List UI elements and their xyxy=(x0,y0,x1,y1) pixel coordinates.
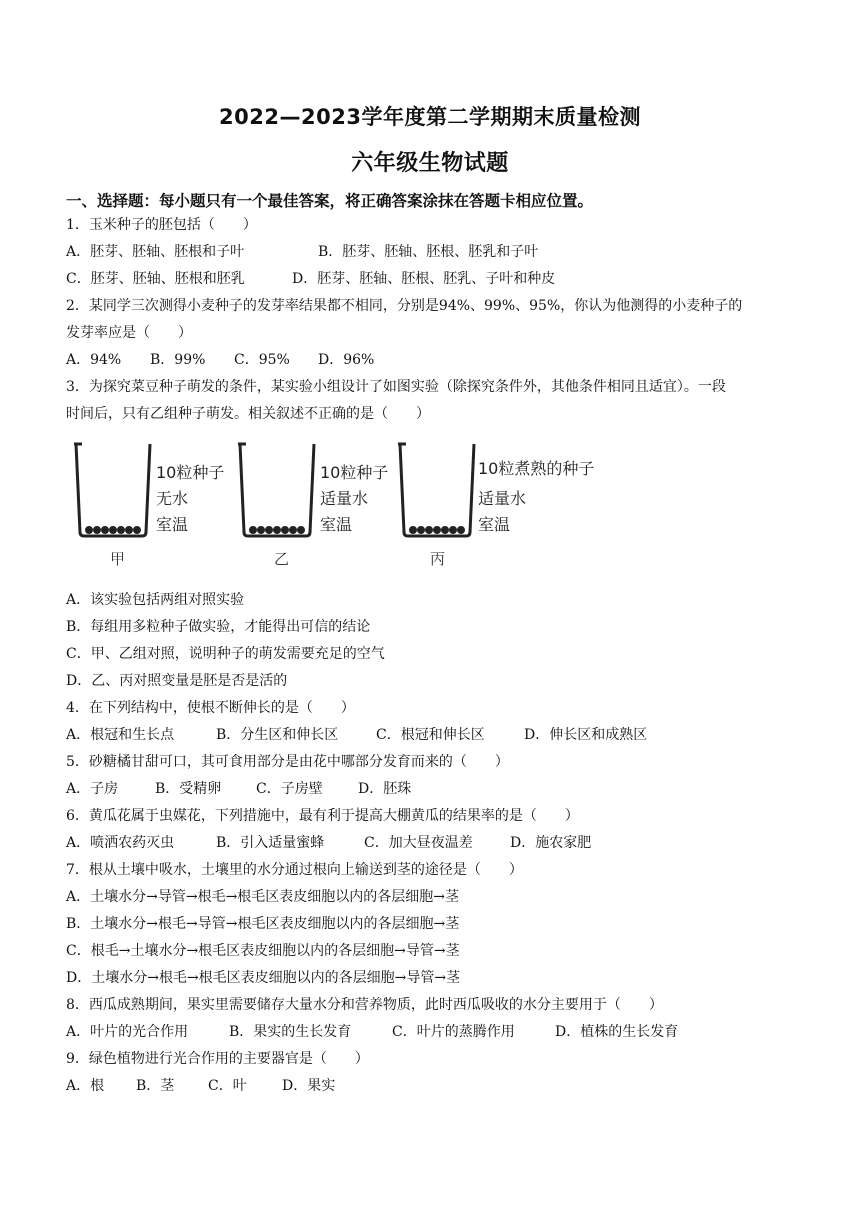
jia-label-water: 无水 xyxy=(156,489,189,508)
option-b: B．果实的生长发育 xyxy=(229,1024,352,1040)
beaker-jia xyxy=(74,444,224,568)
option-c: C．子房壁 xyxy=(256,781,323,797)
option-a: A．94% xyxy=(66,352,122,368)
question-3-option-d: D．乙、丙对照变量是胚是否是活的 xyxy=(66,673,288,689)
question-8-options xyxy=(66,1023,678,1041)
jia-label-seeds: 10粒种子 xyxy=(156,463,225,482)
option-d: D．植株的生长发育 xyxy=(555,1024,679,1040)
option-a: A．叶片的光合作用 xyxy=(66,1024,189,1040)
option-d: D．胚珠 xyxy=(358,781,412,797)
question-2-stem-line1: 2．某同学三次测得小麦种子的发芽率结果都不相同，分别是94%、99%、95%，你认为他测得的小麦种子的 xyxy=(66,298,743,314)
option-c: C．胚芽、胚轴、胚根和胚乳 xyxy=(66,271,245,287)
option-a: A．胚芽、胚轴、胚根和子叶 xyxy=(66,244,245,260)
question-1-options-row1 xyxy=(66,243,538,261)
bing-label-temp: 室温 xyxy=(478,515,511,534)
question-7-option-c: C．根毛→土壤水分→根毛区表皮细胞以内的各层细胞→导管→茎 xyxy=(66,943,460,959)
question-7-stem: 7．根从土壤中吸水，土壤里的水分通过根向上输送到茎的途径是（ ） xyxy=(66,862,523,878)
bing-label-water: 适量水 xyxy=(478,489,527,508)
option-c: C．叶片的蒸腾作用 xyxy=(392,1024,515,1040)
option-b: B．引入适量蜜蜂 xyxy=(216,835,325,851)
beaker-bing xyxy=(398,444,594,568)
jia-name: 甲 xyxy=(110,550,126,568)
jia-label-temp: 室温 xyxy=(156,515,189,534)
option-d: D．施农家肥 xyxy=(510,835,592,851)
option-d: D．伸长区和成熟区 xyxy=(524,727,648,743)
question-7-option-d: D．土壤水分→根毛→根毛区表皮细胞以内的各层细胞→导管→茎 xyxy=(66,970,461,986)
option-c: C．叶 xyxy=(208,1078,247,1094)
option-b: B．胚芽、胚轴、胚根、胚乳和子叶 xyxy=(318,244,539,260)
question-3-stem-line2: 时间后，只有乙组种子萌发。相关叙述不正确的是（ ） xyxy=(66,406,430,422)
option-b: B．茎 xyxy=(136,1078,175,1094)
question-2-options xyxy=(66,351,374,369)
question-7-option-a: A．土壤水分→导管→根毛→根毛区表皮细胞以内的各层细胞→茎 xyxy=(66,889,460,905)
question-6-options xyxy=(66,834,591,852)
experiment-figure xyxy=(70,432,610,582)
yi-label-temp: 室温 xyxy=(320,515,353,534)
question-3-option-a: A．该实验包括两组对照实验 xyxy=(66,592,245,608)
section-heading: 一、选择题：每小题只有一个最佳答案，将正确答案涂抹在答题卡相应位置。 xyxy=(66,192,594,210)
question-6-stem: 6．黄瓜花属于虫媒花，下列措施中，最有利于提高大棚黄瓜的结果率的是（ ） xyxy=(66,808,579,824)
question-1-stem: 1．玉米种子的胚包括（ ） xyxy=(66,217,257,233)
option-b: B．受精卵 xyxy=(155,781,222,797)
question-7-option-b: B．土壤水分→根毛→导管→根毛区表皮细胞以内的各层细胞→茎 xyxy=(66,916,460,932)
option-a: A．喷洒农药灭虫 xyxy=(66,835,175,851)
question-5-stem: 5．砂糖橘甘甜可口，其可食用部分是由花中哪部分发育而来的（ ） xyxy=(66,754,509,770)
option-d: D．胚芽、胚轴、胚根、胚乳、子叶和种皮 xyxy=(292,271,556,287)
beaker-yi xyxy=(238,444,388,568)
yi-name: 乙 xyxy=(274,550,290,568)
question-8-stem: 8．西瓜成熟期间，果实里需要储存大量水分和营养物质，此时西瓜吸收的水分主要用于（ ） xyxy=(66,997,663,1013)
option-a: A．根 xyxy=(66,1078,105,1094)
option-c: C．加大昼夜温差 xyxy=(364,835,473,851)
question-2-stem-line2: 发芽率应是（ ） xyxy=(66,325,192,341)
option-b: B．99% xyxy=(150,352,206,368)
option-c: C．95% xyxy=(234,352,290,368)
question-4-stem: 4．在下列结构中，使根不断伸长的是（ ） xyxy=(66,700,355,716)
option-d: D．96% xyxy=(318,352,375,368)
question-1-options-row2 xyxy=(66,270,555,288)
question-9-stem: 9．绿色植物进行光合作用的主要器官是（ ） xyxy=(66,1051,369,1067)
option-a: A．根冠和生长点 xyxy=(66,727,175,743)
yi-label-water: 适量水 xyxy=(320,489,369,508)
option-b: B．分生区和伸长区 xyxy=(216,727,339,743)
question-4-options xyxy=(66,726,647,744)
exam-subtitle: 六年级生物试题 xyxy=(351,151,509,176)
bing-label-seeds: 10粒煮熟的种子 xyxy=(478,459,595,478)
question-3-stem-line1: 3．为探究菜豆种子萌发的条件，某实验小组设计了如图实验（除探究条件外，其他条件相同且适宜）。一段 xyxy=(66,379,726,395)
option-d: D．果实 xyxy=(282,1078,336,1094)
option-c: C．根冠和伸长区 xyxy=(376,727,485,743)
yi-label-seeds: 10粒种子 xyxy=(320,463,389,482)
question-5-options xyxy=(66,780,411,798)
question-3-option-b: B．每组用多粒种子做实验，才能得出可信的结论 xyxy=(66,619,371,635)
exam-title: 2022—2023学年度第二学期期末质量检测 xyxy=(219,105,641,129)
bing-name: 丙 xyxy=(430,550,446,568)
option-a: A．子房 xyxy=(66,781,119,797)
question-3-option-c: C．甲、乙组对照，说明种子的萌发需要充足的空气 xyxy=(66,646,385,662)
question-9-options xyxy=(66,1077,335,1095)
